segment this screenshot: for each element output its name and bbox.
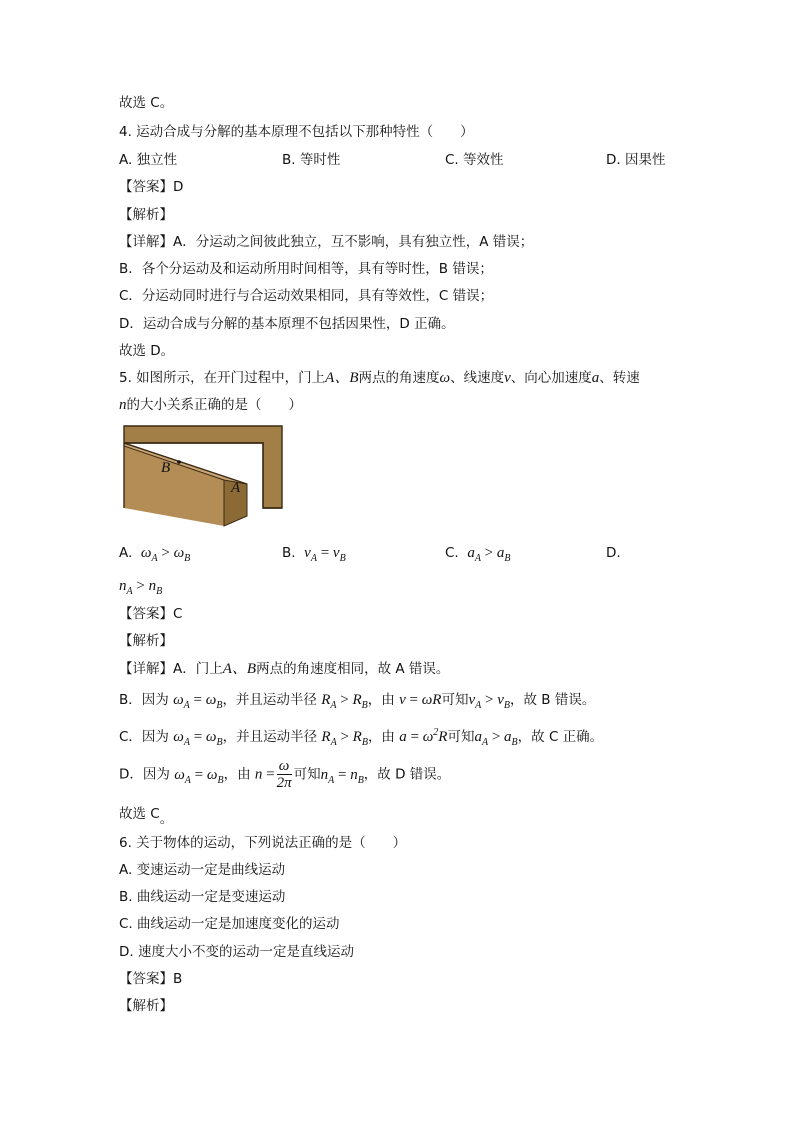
q4-detail-3: C．分运动同时进行与合运动效果相同，具有等效性，C 错误；: [119, 288, 494, 304]
q5-answer: 【答案】C: [119, 606, 183, 622]
point-b-dot: [177, 460, 181, 464]
label-b: B: [161, 460, 171, 476]
q4-detail-2: B．各个分运动及和运动所用时间相等，具有等时性，B 错误；: [119, 261, 493, 277]
q4-analysis-heading: 【解析】: [119, 207, 173, 223]
q6-analysis-heading: 【解析】: [119, 998, 173, 1014]
q4-option-d: D. 因果性: [606, 152, 666, 168]
q5-option-d-label: D.: [606, 545, 621, 561]
question-6-stem: 6. 关于物体的运动，下列说法正确的是（ ）: [119, 835, 407, 851]
q5-detail-2: B．因为 $\omega_A = \omega_B$，并且运动半径 $R_A > R_B$，由 v = ωR可知$v_A > v_B$，故 B 错误。: [119, 692, 596, 711]
q5-option-d: $n_A > n_B$: [119, 578, 163, 597]
question-5-stem-line-2: n的大小关系正确的是（ ）: [119, 397, 302, 413]
question-5-stem-line-1: 5. 如图所示，在开门过程中，门上A、B两点的角速度ω、线速度v、向心加速度a、转速: [119, 370, 640, 386]
q5-detail-3: C．因为 $\omega_A = \omega_B$，并且运动半径 $R_A > R_B$，由 $a = \omega^2R$可知$a_A > a_B$，故 C 正确。: [119, 727, 604, 748]
q5-analysis-heading: 【解析】: [119, 633, 173, 649]
question-4-stem: 4. 运动合成与分解的基本原理不包括以下那种特性（ ）: [119, 124, 474, 140]
q5-option-c: C. $a_A > a_B$: [445, 545, 511, 564]
q4-detail-4: D．运动合成与分解的基本原理不包括因果性，D 正确。: [119, 316, 455, 332]
q4-answer: 【答案】D: [119, 179, 184, 195]
q6-option-d: D. 速度大小不变的运动一定是直线运动: [119, 944, 354, 960]
door-figure: [121, 424, 283, 528]
q5-option-a: A. $\omega_A > \omega_B$: [119, 545, 191, 564]
q6-option-c: C. 曲线运动一定是加速度变化的运动: [119, 916, 340, 932]
q6-answer: 【答案】B: [119, 971, 183, 987]
q4-option-b: B. 等时性: [282, 152, 341, 168]
q4-detail-1: 【详解】A．分运动之间彼此独立，互不影响，具有独立性，A 错误；: [119, 234, 534, 250]
q5-option-b: B. $v_A = v_B$: [282, 545, 346, 564]
conclusion-line: 故选 C。: [119, 95, 174, 111]
q5-conclusion: 故选 C。: [119, 806, 174, 827]
q5-detail-4: D．因为 $\omega_A = \omega_B$，由 n = $\frac{\omega}{2\pi}$ 可知$n_A = n_B$，故 D 错误。: [119, 758, 451, 791]
q5-detail-1: 【详解】A．门上A、B两点的角速度相同，故 A 错误。: [119, 661, 450, 677]
label-a: A: [231, 480, 241, 496]
q4-option-c: C. 等效性: [445, 152, 504, 168]
q6-option-a: A. 变速运动一定是曲线运动: [119, 862, 286, 878]
q4-conclusion: 故选 D。: [119, 343, 175, 359]
q6-option-b: B. 曲线运动一定是变速运动: [119, 889, 286, 905]
door-front-face: [124, 446, 224, 526]
q4-option-a: A. 独立性: [119, 152, 178, 168]
